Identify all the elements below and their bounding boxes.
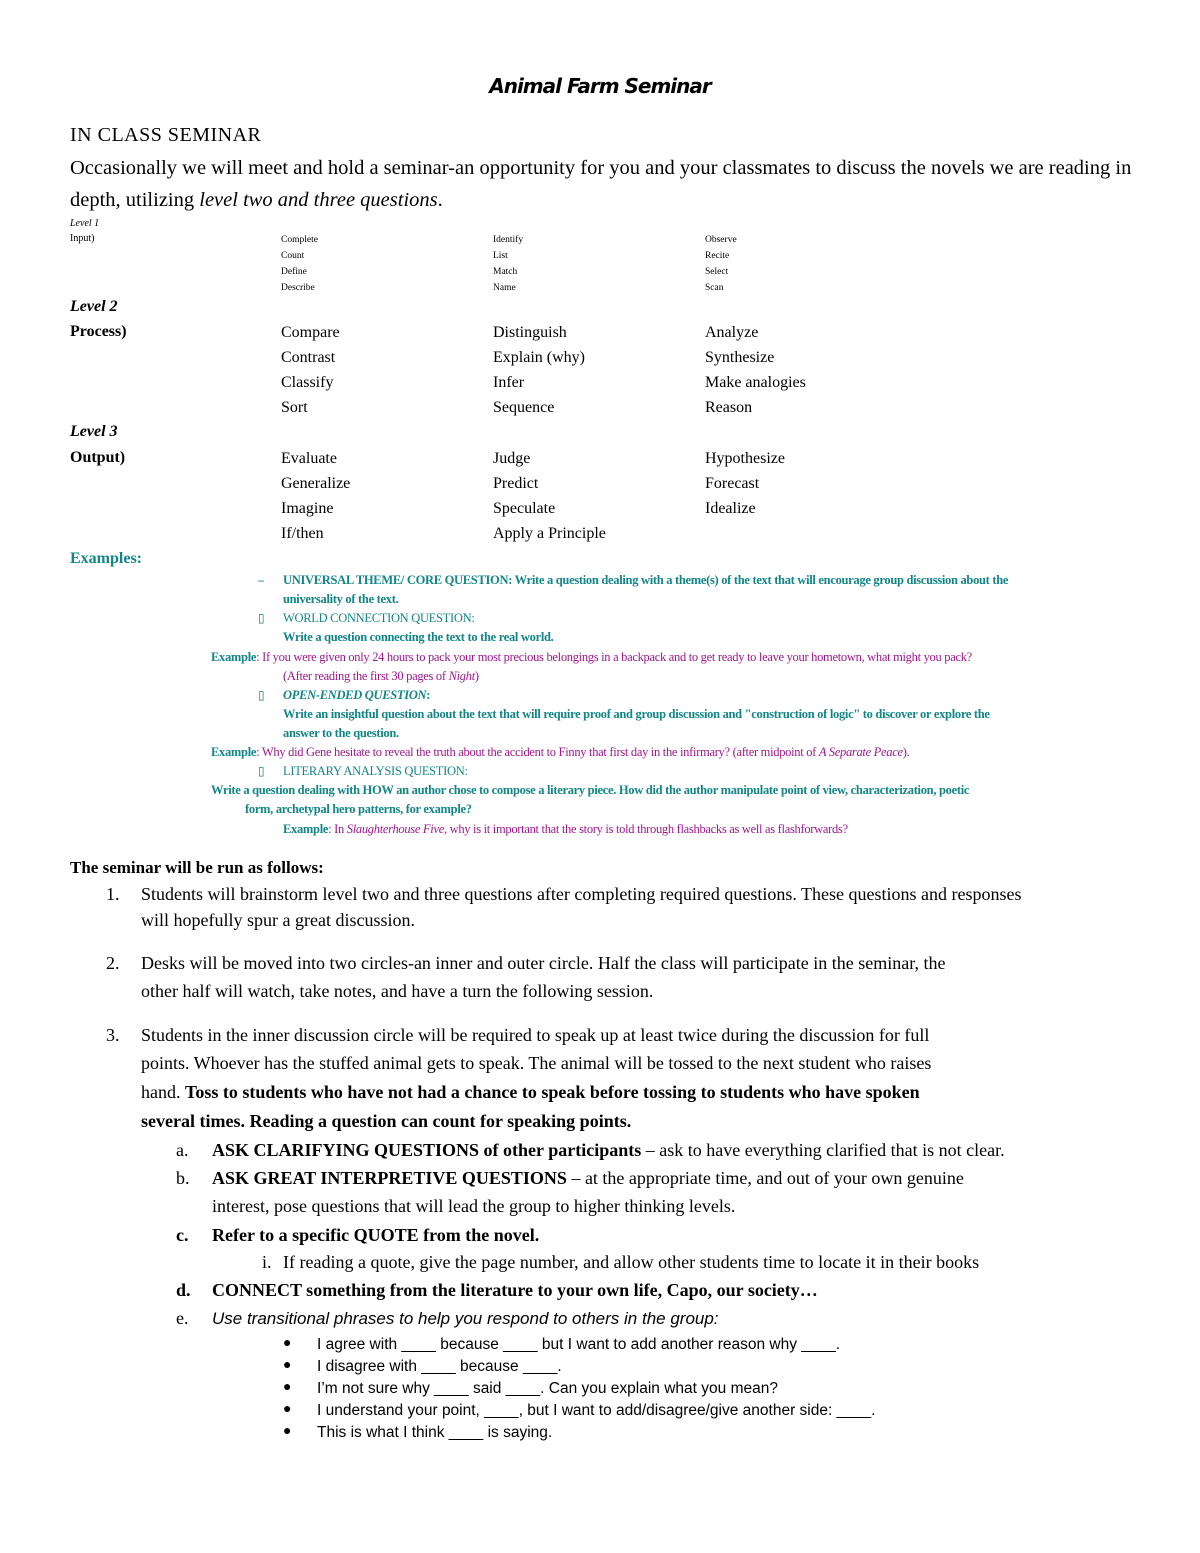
verb: Synthesize [705,349,775,366]
verb: Imagine [281,500,334,517]
verb: If/then [281,525,324,542]
bullet-dot-icon: ● [283,1358,292,1373]
verb: Explain (why) [493,349,585,366]
sub-letter: e. [176,1308,189,1328]
verb: Contrast [281,349,336,366]
verb: Evaluate [281,450,337,467]
open-question-text: Write an insightful question about the text that will require proof and group discussion and "construction of logic" to discover or explore the [283,707,990,721]
list-item-text: other half will watch, take notes, and have a turn the following session. [141,981,654,1001]
intro-end: . [437,189,443,211]
sub-letter: a. [176,1140,189,1160]
verb: Compare [281,324,340,341]
examples-heading: Examples: [70,550,142,567]
phrase-item: I’m not sure why ____ said ____. Can you explain what you mean? [317,1380,778,1397]
list-item-text: Desks will be moved into two circles-an inner and outer circle. Half the class will participate in the seminar, the [141,953,946,973]
verb: Select [705,267,729,277]
box-bullet-icon: ▯ [258,611,265,625]
literary-question-text: Write a question dealing with HOW an author chose to compose a literary piece. How did the author manipulate point of view, characterization, poetic [211,783,970,797]
sub-item-text: CONNECT something from the literature to your own life, Capo, our society… [212,1280,818,1300]
sub-item-text: ASK GREAT INTERPRETIVE QUESTIONS – at the appropriate time, and out of your own genuine [212,1168,964,1188]
verb: Describe [281,283,315,293]
list-item-text: Students will brainstorm level two and three questions after completing required questions. These questions and responses [141,884,1022,904]
verb: Complete [281,235,318,245]
verb: Match [493,267,518,277]
world-example-2: (After reading the first 30 pages of Night) [283,669,479,683]
sub-item-text: Refer to a specific QUOTE from the novel. [212,1225,540,1245]
literary-question-text-2: form, archetypal hero patterns, for example? [245,802,472,816]
verb: Distinguish [493,324,567,341]
verb [705,521,917,546]
open-question-text-2: answer to the question. [283,726,399,740]
verb: Observe [705,235,737,245]
verb: Hypothesize [705,450,785,467]
world-example [211,650,972,665]
literary-question-label: LITERARY ANALYSIS QUESTION: [283,764,468,778]
level-2-verbs [281,320,917,420]
dash-bullet-icon: – [258,573,264,587]
sub-sub-item-text: If reading a quote, give the page number, and allow other students time to locate it in their books [283,1252,980,1272]
bullet-dot-icon: ● [283,1336,292,1351]
verb: Identify [493,235,524,245]
verb: Classify [281,374,334,391]
verb: Forecast [705,475,760,492]
sub-item-text: interest, pose questions that will lead the group to higher thinking levels. [212,1196,736,1216]
list-number: 1. [106,884,120,904]
box-bullet-icon: ▯ [258,688,265,702]
phrase-item: This is what I think ____ is saying. [317,1424,553,1441]
box-bullet-icon: ▯ [258,764,265,778]
sub-item-text: Use transitional phrases to help you respond to others in the group: [212,1309,719,1328]
universal-question-line-2: universality of the text. [283,592,399,606]
phrase-item: I agree with ____ because ____ but I want to add another reason why ____. [317,1336,841,1353]
list-item-text: points. Whoever has the stuffed animal gets to speak. The animal will be tossed to the next student who raises [141,1053,932,1073]
sub-letter: d. [176,1280,191,1300]
list-number: 3. [106,1025,120,1045]
sub-item-text: ASK CLARIFYING QUESTIONS of other participants – ask to have everything clarified that is not clear. [212,1140,1005,1160]
list-item-text: several times. Reading a question can count for speaking points. [141,1111,632,1131]
universal-question-line [283,573,1008,588]
level-3-verbs [281,446,917,546]
verb: Infer [493,374,525,391]
document-title: Animal Farm Seminar [489,74,711,98]
verb: Speculate [493,500,556,517]
universal-label: UNIVERSAL THEME/ CORE QUESTION [283,573,509,587]
verb: Reason [705,399,753,416]
open-question-label: OPEN-ENDED QUESTION: [283,688,431,702]
bullet-dot-icon: ● [283,1402,292,1417]
level-1-name: Input) [70,233,95,244]
level-3-tag: Level 3 [70,423,118,440]
seminar-heading: The seminar will be run as follows: [70,858,324,877]
verb: Apply a Principle [493,525,606,542]
verb: Sort [281,399,308,416]
bullet-dot-icon: ● [283,1424,292,1439]
phrase-item: I understand your point, ____, but I want to add/disagree/give another side: ____. [317,1402,876,1419]
intro-text: Occasionally we will meet and hold a seminar-an opportunity for you and your classmates to discuss the novels we are reading in depth, utilizing [70,157,1132,211]
verb: Idealize [705,500,756,517]
verb: Sequence [493,399,555,416]
verb: Predict [493,475,539,492]
example-label: Example [211,650,257,664]
example-text: : If you were given only 24 hours to pack your most precious belongings in a backpack and to get ready to leave your hometown, what might you pack? [256,650,972,664]
phrase-item: I disagree with ____ because ____. [317,1358,562,1375]
level-3-name: Output) [70,449,126,466]
intro-paragraph [70,152,1140,216]
verb: Generalize [281,475,351,492]
list-item-text: will hopefully spur a great discussion. [141,910,415,930]
verb: Name [493,283,516,293]
level-2-name: Process) [70,323,127,340]
level-1-tag: Level 1 [70,218,100,229]
universal-text: : Write a question dealing with a theme(s) of the text that will encourage group discussion about the [508,573,1009,587]
sub-letter: c. [176,1225,189,1245]
list-item-text: Students in the inner discussion circle will be required to speak up at least twice during the discussion for full [141,1025,930,1045]
verb: Scan [705,283,724,293]
sub-sub-letter: i. [262,1252,272,1272]
verb: Judge [493,450,531,467]
world-question-label: WORLD CONNECTION QUESTION: [283,611,475,625]
verb: Define [281,267,307,277]
sub-letter: b. [176,1168,190,1188]
verb: Make analogies [705,374,806,391]
verb: Analyze [705,324,759,341]
level-1-verbs [281,232,917,296]
intro-emphasis: level two and three questions [199,189,438,211]
section-heading: IN CLASS SEMINAR [70,124,262,146]
list-number: 2. [106,953,120,973]
literary-example: Example: In Slaughterhouse Five, why is it important that the story is told through flashbacks as well as flashforwards? [283,822,848,836]
list-item-text: hand. Toss to students who have not had a chance to speak before tossing to students who have spoken [141,1082,920,1102]
bullet-dot-icon: ● [283,1380,292,1395]
world-question-text: Write a question connecting the text to the real world. [283,630,554,644]
verb: Count [281,251,305,261]
level-2-tag: Level 2 [70,298,118,315]
verb: Recite [705,251,730,261]
verb: List [493,251,508,261]
open-example: Example: Why did Gene hesitate to reveal the truth about the accident to Finny that first day in the infirmary? (after midpoint of A Separate Peace). [211,745,910,759]
